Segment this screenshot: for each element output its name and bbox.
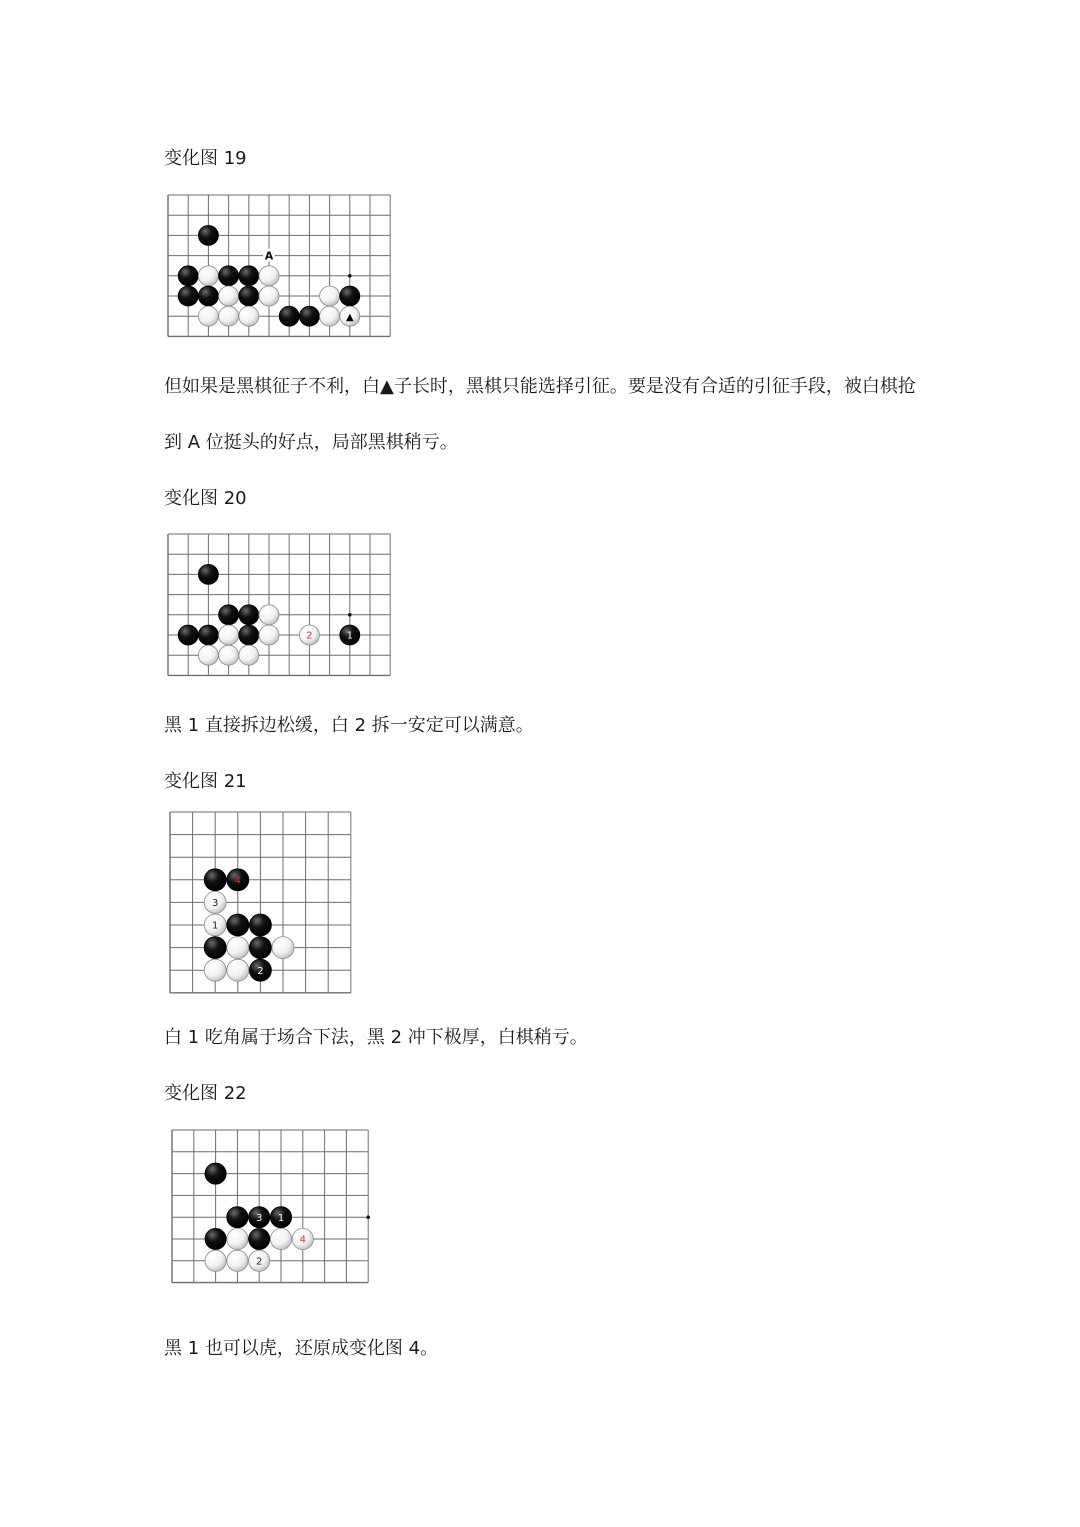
black-stone xyxy=(249,914,271,936)
triangle-mark: ▲ xyxy=(345,312,354,323)
black-stone xyxy=(227,914,249,936)
white-stone xyxy=(320,306,340,326)
white-stone xyxy=(227,1228,248,1249)
black-stone xyxy=(178,625,198,645)
black-stone xyxy=(249,1228,270,1249)
paragraph-19-line-1: 但如果是黑棋征子不利，白▲子长时，黑棋只能选择引征。要是没有合适的引征手段，被白棋抢 xyxy=(164,376,916,397)
black-stone xyxy=(219,605,239,625)
white-stone xyxy=(219,625,239,645)
black-stone xyxy=(239,625,259,645)
white-stone xyxy=(259,625,279,645)
black-stone xyxy=(178,286,198,306)
black-stone xyxy=(340,286,360,306)
hoshi-point xyxy=(348,274,352,278)
hoshi-point xyxy=(348,613,352,617)
white-stone xyxy=(219,645,239,665)
go-board-diagram-22 xyxy=(170,1128,388,1304)
black-stone xyxy=(239,266,259,286)
board-letter-label: A xyxy=(264,249,274,263)
white-stone xyxy=(259,266,279,286)
black-stone xyxy=(219,266,239,286)
paragraph-20: 黑 1 直接拆边松缓，白 2 拆一安定可以满意。 xyxy=(164,715,534,736)
black-stone xyxy=(204,937,226,959)
white-stone xyxy=(270,1228,291,1249)
move-number: 4 xyxy=(299,1234,306,1246)
black-stone xyxy=(204,869,226,891)
black-stone xyxy=(299,306,319,326)
black-stone xyxy=(227,1207,248,1228)
hoshi-point xyxy=(366,1215,370,1219)
move-number: 1 xyxy=(212,920,219,932)
black-stone xyxy=(239,286,259,306)
paragraph-21: 白 1 吃角属于场合下法，黑 2 冲下极厚，白棋稍亏。 xyxy=(164,1027,588,1048)
black-stone xyxy=(279,306,299,326)
paragraph-19-line-2: 到 A 位挺头的好点，局部黑棋稍亏。 xyxy=(164,432,458,453)
paragraph-22: 黑 1 也可以虎，还原成变化图 4。 xyxy=(164,1338,439,1359)
white-stone xyxy=(198,645,218,665)
white-stone xyxy=(239,306,259,326)
white-stone xyxy=(219,306,239,326)
diagram-title-20: 变化图 20 xyxy=(164,488,247,509)
go-board-diagram-19 xyxy=(166,193,402,349)
black-stone xyxy=(198,625,218,645)
diagram-title-22: 变化图 22 xyxy=(164,1083,247,1104)
move-number: 2 xyxy=(257,965,264,977)
white-stone xyxy=(198,306,218,326)
move-number: 1 xyxy=(346,630,353,642)
black-stone xyxy=(198,225,218,245)
black-stone xyxy=(205,1163,226,1184)
white-stone xyxy=(320,286,340,306)
black-stone xyxy=(205,1228,226,1249)
black-stone xyxy=(178,266,198,286)
move-number: 3 xyxy=(212,898,219,909)
black-stone xyxy=(198,564,218,584)
white-stone xyxy=(272,937,294,959)
move-number: 1 xyxy=(277,1212,285,1224)
white-stone xyxy=(219,286,239,306)
white-stone xyxy=(205,1250,226,1271)
white-stone xyxy=(259,286,279,306)
move-number: 4 xyxy=(234,875,241,887)
black-stone xyxy=(198,286,218,306)
white-stone xyxy=(227,937,249,959)
white-stone xyxy=(227,959,249,981)
white-stone xyxy=(198,266,218,286)
move-number: 2 xyxy=(306,630,313,642)
go-board-diagram-20 xyxy=(166,532,402,688)
black-stone xyxy=(239,605,259,625)
move-number: 3 xyxy=(256,1212,263,1224)
go-board-diagram-21 xyxy=(168,810,362,1006)
move-number: 2 xyxy=(256,1256,263,1268)
white-stone xyxy=(227,1250,248,1271)
diagram-title-19: 变化图 19 xyxy=(164,148,247,169)
white-stone xyxy=(239,645,259,665)
diagram-title-21: 变化图 21 xyxy=(164,771,247,792)
black-stone xyxy=(249,937,271,959)
white-stone xyxy=(204,959,226,981)
white-stone xyxy=(259,605,279,625)
